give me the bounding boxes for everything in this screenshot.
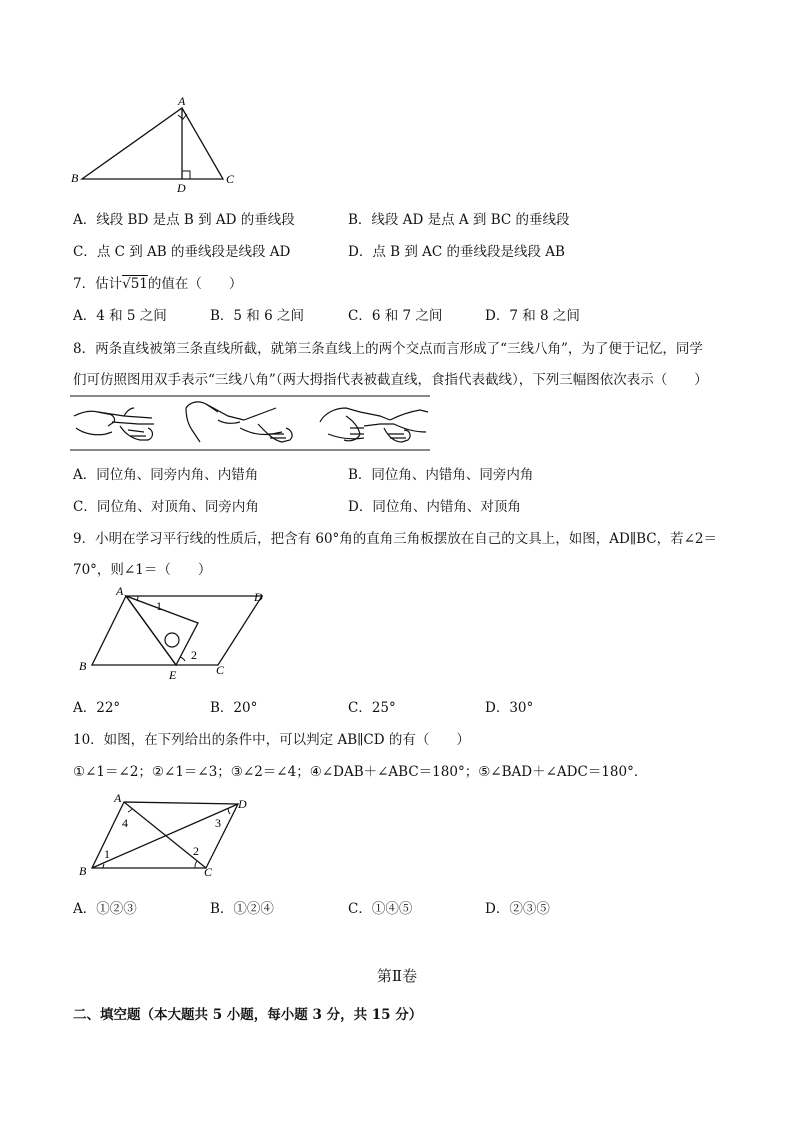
q10-stem: 10．如图，在下列给出的条件中，可以判定 AB∥CD 的有（ ） xyxy=(73,732,470,748)
q6-option-a: A．线段 BD 是点 B 到 AD 的垂线段 xyxy=(73,212,295,228)
q9-label-a: A xyxy=(116,585,124,598)
q6-label-c: C xyxy=(226,172,235,186)
q10-option-b: B．①②④ xyxy=(210,901,274,917)
q10-label-b: B xyxy=(79,864,87,878)
q10-label-d: D xyxy=(238,797,247,811)
q7-stem-prefix: 7．估计 xyxy=(73,276,123,292)
q7-option-d: D．7 和 8 之间 xyxy=(485,308,580,324)
q8-option-c: C．同位角、对顶角、同旁内角 xyxy=(73,499,259,515)
q10-quadrilateral-figure xyxy=(70,790,270,882)
q10-option-c: C．①④⑤ xyxy=(348,901,413,917)
q9-label-d: D xyxy=(254,590,263,604)
q9-stem-line2: 70°，则∠1＝（ ） xyxy=(73,562,212,578)
q10-angle-2: 2 xyxy=(193,844,199,858)
q10-angle-4: 4 xyxy=(122,816,128,830)
q9-angle-2: 2 xyxy=(191,648,197,662)
q9-label-b: B xyxy=(79,659,87,673)
q8-hands-illustration xyxy=(68,394,433,452)
q7-option-c: C．6 和 7 之间 xyxy=(348,308,443,324)
q6-label-d: D xyxy=(177,181,186,195)
q8-option-a: A．同位角、同旁内角、内错角 xyxy=(73,467,259,483)
q10-option-a: A．①②③ xyxy=(73,901,137,917)
q8-stem-line2: 们可仿照图用双手表示“三线八角”（两大拇指代表被截直线，食指代表截线），下列三幅图依次表示（ ） xyxy=(73,372,708,388)
q10-conditions: ①∠1＝∠2；②∠1＝∠3；③∠2＝∠4；④∠DAB＋∠ABC＝180°；⑤∠BAD＋∠ADC＝180°． xyxy=(73,764,648,780)
q10-label-c: C xyxy=(204,865,213,879)
q8-option-d: D．同位角、内错角、对顶角 xyxy=(348,499,521,515)
section-title: 第Ⅱ卷 xyxy=(376,967,418,985)
q9-angle-1: 1 xyxy=(156,599,162,613)
hands-figure-2 xyxy=(186,402,292,442)
q6-option-d: D．点 B 到 AC 的垂线段是线段 AB xyxy=(348,244,565,260)
hands-figure-3 xyxy=(320,408,428,442)
q9-stem-line1: 9．小明在学习平行线的性质后，把含有 60°角的直角三角板摆放在自己的文具上，如图，AD∥BC，若∠2＝ xyxy=(73,531,718,547)
q7-radical: √51 xyxy=(122,276,148,292)
q10-label-a: A xyxy=(114,791,122,805)
q7-option-b: B．5 和 6 之间 xyxy=(210,308,304,324)
q9-option-d: D．30° xyxy=(485,700,534,716)
q9-option-a: A．22° xyxy=(73,700,121,716)
q6-option-b: B．线段 AD 是点 A 到 BC 的垂线段 xyxy=(348,212,570,228)
q6-label-a: A xyxy=(178,94,186,108)
q7-stem-suffix: 的值在（ ） xyxy=(147,276,243,292)
q9-label-e: E xyxy=(169,668,177,682)
q9-label-c: C xyxy=(216,663,225,677)
q9-option-c: C．25° xyxy=(348,700,396,716)
q7-stem xyxy=(73,272,242,292)
q8-option-b: B．同位角、内错角、同旁内角 xyxy=(348,467,534,483)
part2-heading: 二、填空题（本大题共 5 小题，每小题 3 分，共 15 分） xyxy=(73,1007,423,1023)
q10-option-d: D．②③⑤ xyxy=(485,901,550,917)
hands-figure-1 xyxy=(74,408,154,440)
q10-angle-3: 3 xyxy=(215,816,221,830)
q9-option-b: B．20° xyxy=(210,700,258,716)
q10-angle-1: 1 xyxy=(104,847,110,861)
q6-label-b: B xyxy=(71,171,79,185)
q6-triangle-figure xyxy=(60,92,250,196)
q6-option-c: C．点 C 到 AB 的垂线段是线段 AD xyxy=(73,244,291,260)
q9-parallelogram-figure xyxy=(72,585,282,687)
q7-option-a: A．4 和 5 之间 xyxy=(73,308,167,324)
q8-stem-line1: 8．两条直线被第三条直线所截，就第三条直线上的两个交点而言形成了“三线八角”，为了便于记忆，同学 xyxy=(73,341,703,357)
